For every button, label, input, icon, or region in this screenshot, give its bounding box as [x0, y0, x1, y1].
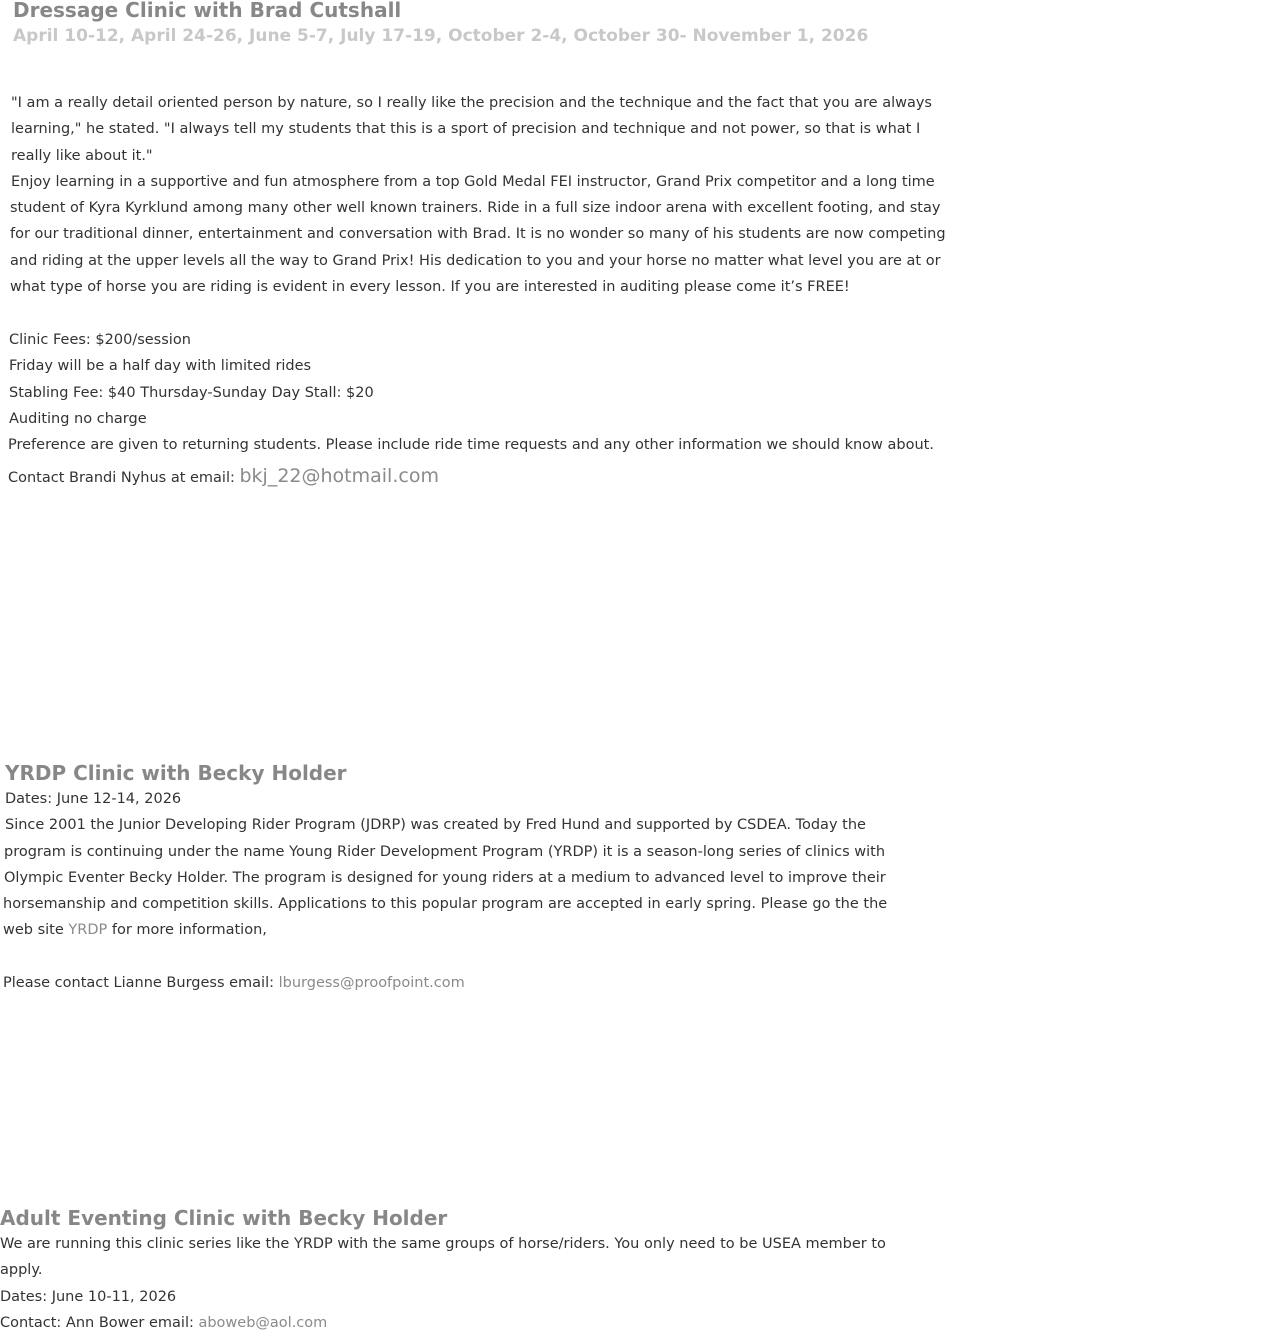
description-line: Enjoy learning in a supportive and fun atmosphere from a top Gold Medal FEI instructor, Grand Prix competitor and a long time	[11, 173, 935, 190]
description-line: apply.	[0, 1262, 43, 1279]
fee-line: Clinic Fees: $200/session	[9, 332, 191, 348]
quote-line: really like about it."	[11, 147, 153, 164]
yrdp-dates: Dates: June 12-14, 2026	[5, 791, 182, 807]
description-line	[3, 917, 887, 943]
adult-eventing-title: Adult Eventing Clinic with Becky Holder	[0, 1206, 448, 1230]
web-suffix: for more information,	[107, 922, 267, 939]
contact-label: Please contact Lianne Burgess email:	[3, 975, 279, 992]
contact-label: Contact: Ann Bower email:	[0, 1314, 199, 1331]
description-line: We are running this clinic series like the YRDP with the same groups of horse/riders. You only need to be USEA member to	[0, 1236, 886, 1252]
yrdp-website-link[interactable]: YRDP	[68, 922, 108, 939]
dressage-clinic-section	[13, 0, 868, 49]
fee-line: Auditing no charge	[9, 410, 147, 427]
fee-line: Friday will be a half day with limited rides	[9, 358, 312, 375]
web-prefix: web site	[3, 922, 69, 939]
dressage-clinic-dates: April 10-12, April 24-26, June 5-7, July 17-19, October 2-4, October 30- November 1, 2026	[13, 26, 869, 46]
dressage-clinic-title: Dressage Clinic with Brad Cutshall	[13, 0, 402, 22]
description-line: student of Kyra Kyrklund among many other well known trainers. Ride in a full size indoor arena with excellent footing, and stay	[10, 200, 941, 217]
quote-line: "I am a really detail oriented person by nature, so I really like the precision and the technique and the fact that you are always	[11, 95, 932, 111]
yrdp-clinic-section	[5, 760, 887, 996]
contact-email-link[interactable]: aboweb@aol.com	[198, 1314, 328, 1331]
dressage-quote	[11, 90, 946, 300]
dressage-fees	[9, 327, 934, 458]
adult-eventing-section	[0, 1205, 886, 1336]
description-line: program is continuing under the name Young Rider Development Program (YRDP) it is a season-long series of clinics with	[4, 843, 886, 860]
description-line: and riding at the upper levels all the way to Grand Prix! His dedication to you and your horse no matter what level you are at or	[10, 252, 941, 269]
fee-line: Preference are given to returning students. Please include ride time requests and any other information we should know about.	[8, 437, 934, 454]
contact-email-link[interactable]: lburgess@proofpoint.com	[278, 975, 465, 992]
contact-email-link[interactable]: bkj_22@hotmail.com	[239, 465, 439, 487]
description-line: for our traditional dinner, entertainment and conversation with Brad. It is no wonder so many of his students are now competing	[10, 226, 946, 243]
quote-line: learning," he stated. "I always tell my students that this is a sport of precision and technique and not power, so that is what I	[11, 121, 921, 138]
adult-dates: Dates: June 10-11, 2026	[0, 1288, 177, 1305]
contact-label: Contact Brandi Nyhus at email:	[8, 470, 240, 486]
description-line: horsemanship and competition skills. Applications to this popular program are accepted in early spring. Please go the the	[3, 896, 888, 913]
description-line: Olympic Eventer Becky Holder. The program is designed for young riders at a medium to advanced level to improve their	[4, 869, 886, 886]
fee-line: Stabling Fee: $40 Thursday-Sunday Day Stall: $20	[9, 384, 374, 401]
description-line: what type of horse you are riding is evident in every lesson. If you are interested in auditing please come it’s FREE!	[10, 279, 850, 296]
yrdp-clinic-title: YRDP Clinic with Becky Holder	[5, 761, 347, 785]
description-line: Since 2001 the Junior Developing Rider Program (JDRP) was created by Fred Hund and supported by CSDEA. Today the	[5, 817, 866, 834]
dressage-contact	[8, 460, 439, 494]
